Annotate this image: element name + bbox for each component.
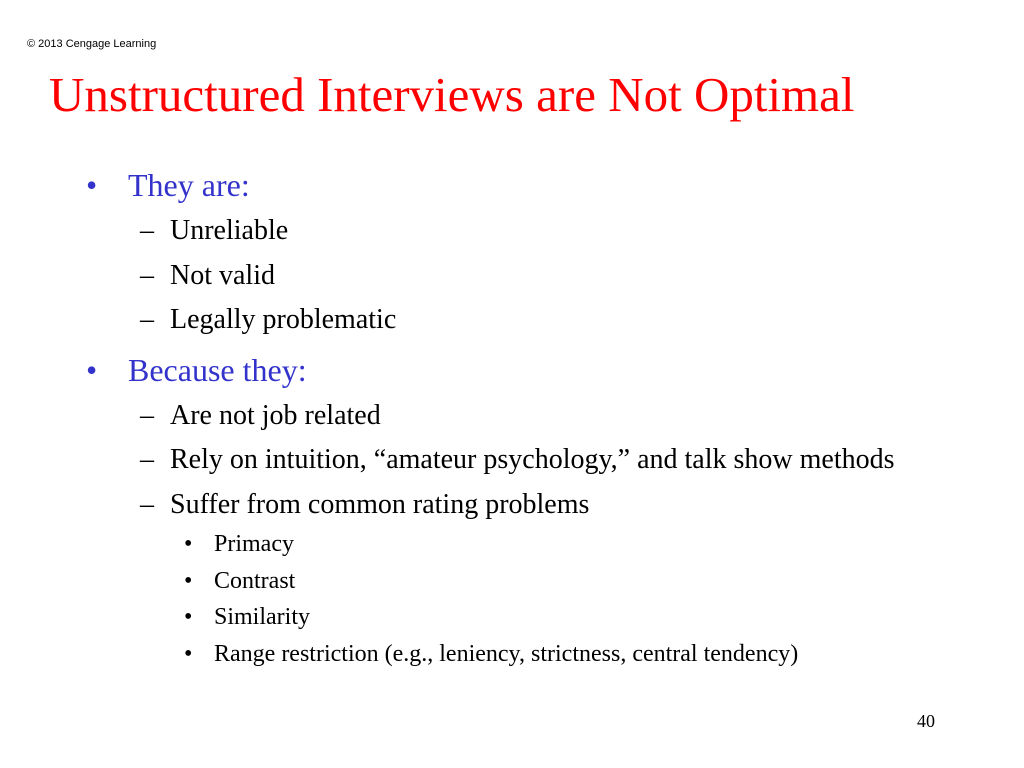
- bullet-dot-icon: •: [184, 530, 193, 557]
- sub-sub-bullet-text: Primacy: [214, 530, 294, 557]
- slide-title: Unstructured Interviews are Not Optimal: [49, 67, 855, 122]
- dash-icon: –: [140, 400, 154, 432]
- sub-bullet-text: Not valid: [170, 259, 275, 291]
- copyright-notice: © 2013 Cengage Learning: [27, 38, 157, 50]
- bullet-heading: They are:: [128, 167, 250, 203]
- bullet-because-they: [84, 351, 964, 389]
- dash-icon: –: [140, 488, 154, 520]
- sub-bullet-item: [84, 259, 964, 293]
- bullet-dot-icon: •: [86, 167, 98, 203]
- bullet-they-are: [84, 166, 964, 204]
- sub-bullet-item: [84, 443, 964, 477]
- sub-bullet-item: [84, 488, 964, 522]
- sub-sub-bullet-item: [84, 640, 964, 669]
- bullet-dot-icon: •: [184, 641, 193, 668]
- sub-sub-bullet-text: Similarity: [214, 604, 310, 631]
- bullet-dot-icon: •: [184, 604, 193, 631]
- dash-icon: –: [140, 215, 154, 247]
- sub-bullet-item: [84, 303, 964, 337]
- sub-bullet-item: [84, 399, 964, 433]
- sub-sub-bullet-item: [84, 530, 964, 559]
- sub-bullet-text: Are not job related: [170, 400, 381, 432]
- dash-icon: –: [140, 303, 154, 335]
- sub-bullet-text: Rely on intuition, “amateur psychology,” and talk show methods: [170, 444, 895, 476]
- sub-bullet-text: Legally problematic: [170, 303, 397, 335]
- sub-sub-bullet-item: [84, 603, 964, 632]
- dash-icon: –: [140, 444, 154, 476]
- sub-bullet-text: Suffer from common rating problems: [170, 488, 590, 520]
- slide-body: [84, 166, 964, 669]
- sub-bullet-item: [84, 214, 964, 248]
- sub-bullet-text: Unreliable: [170, 215, 289, 247]
- bullet-dot-icon: •: [184, 567, 193, 594]
- bullet-heading: Because they:: [128, 351, 307, 388]
- dash-icon: –: [140, 259, 154, 291]
- bullet-dot-icon: •: [86, 351, 98, 388]
- page-number: 40: [917, 711, 935, 731]
- sub-sub-bullet-text: Range restriction (e.g., leniency, strictness, central tendency): [214, 641, 799, 668]
- sub-sub-bullet-item: [84, 567, 964, 596]
- sub-sub-bullet-text: Contrast: [214, 567, 296, 594]
